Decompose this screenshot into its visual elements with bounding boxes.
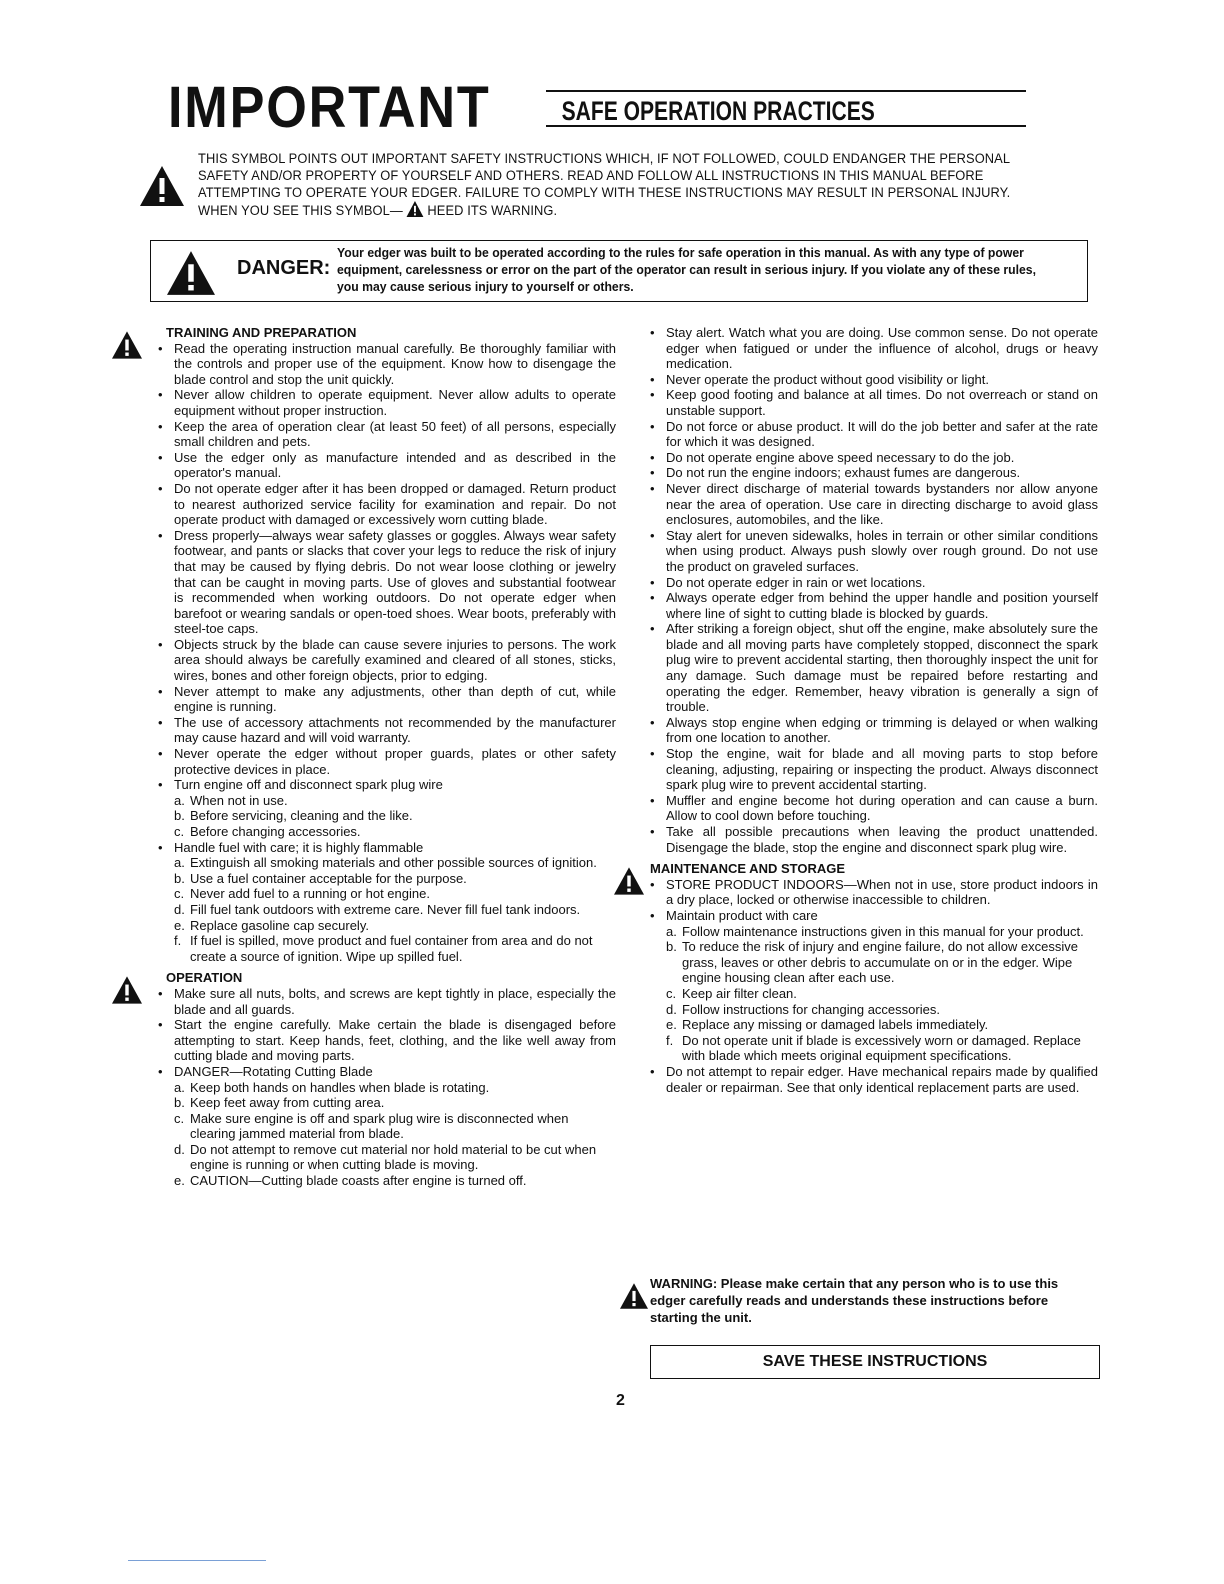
sub-text: Replace gasoline cap securely. — [190, 917, 369, 933]
list-item: • Make sure all nuts, bolts, and screws are kept tightly in place, especially the blade and all guards. — [148, 986, 616, 1017]
sub-letter: b. — [174, 1095, 185, 1111]
footer-rule — [128, 1560, 266, 1561]
operation-heading: OPERATION — [166, 970, 243, 986]
intro-text — [198, 150, 1062, 219]
list-item: • Always stop engine when edging or trimming is delayed or when walking from one location to another. — [640, 715, 1098, 746]
sub-item — [148, 918, 616, 934]
page-title: IMPORTANT — [168, 75, 491, 140]
list-item: • Take all possible precautions when leaving the product unattended. Disengage the blade, stop the engine and disconnect spark plug wire. — [640, 824, 1098, 855]
page-number: 2 — [616, 1392, 625, 1409]
sub-item — [148, 855, 616, 871]
sub-letter: b. — [174, 870, 185, 886]
sub-item — [148, 1111, 616, 1142]
sub-item — [640, 924, 1098, 940]
sub-item — [148, 793, 616, 809]
list-item: • Keep the area of operation clear (at least 50 feet) of all persons, especially small children and pets. — [148, 419, 616, 450]
sub-text: CAUTION—Cutting blade coasts after engine is turned off. — [190, 1173, 527, 1189]
sub-text: When not in use. — [190, 792, 288, 808]
list-item: • Do not force or abuse product. It will do the job better and safer at the rate for which it was designed. — [640, 419, 1098, 450]
list-item: • Always operate edger from behind the upper handle and position yourself where line of sight to cutting blade is blocked by guards. — [640, 590, 1098, 621]
save-instructions-box: SAVE THESE INSTRUCTIONS — [650, 1345, 1100, 1379]
sub-text: Use a fuel container acceptable for the purpose. — [190, 870, 467, 886]
list-item: • Do not operate edger in rain or wet locations. — [640, 575, 1098, 591]
list-item: • Read the operating instruction manual carefully. Be thoroughly familiar with the controls and proper use of the equipment. Know how to disengage the blade control and stop the unit quickly. — [148, 341, 616, 388]
list-item: • Muffler and engine become hot during operation and can cause a burn. Allow to cool down before touching. — [640, 793, 1098, 824]
list-item: • Dress properly—always wear safety glasses or goggles. Always wear safety footwear, and pants or slacks that cover your legs to reduce the risk of injury that may be caused by flying debris. Do not wear loose clothing or jewelry that can be caught in moving parts. Use of gloves and substantial footwear is recommended when working outdoors. Do not operate edger when barefoot or wearing sandals or open-toed shoes. Wear boots, preferably with steel-toe caps. — [148, 528, 616, 637]
sub-letter: e. — [174, 917, 185, 933]
sub-text: If fuel is spilled, move product and fuel container from area and do not create a source of ignition. Wipe up spilled fuel. — [190, 933, 593, 964]
warning-triangle-icon — [140, 166, 184, 206]
warning-triangle-icon — [112, 331, 142, 359]
intro-symbol-line-a: WHEN YOU SEE THIS SYMBOL— — [198, 203, 403, 218]
list-item: • Never operate the product without good visibility or light. — [640, 372, 1098, 388]
list-item: • Use the edger only as manufacture intended and as described in the operator's manual. — [148, 450, 616, 481]
list-item: • Never attempt to make any adjustments, other than depth of cut, while engine is running. — [148, 684, 616, 715]
list-item: • Never operate the edger without proper guards, plates or other safety protective devices in place. — [148, 746, 616, 777]
list-item: • DANGER—Rotating Cutting Blade — [148, 1064, 616, 1080]
right-column — [640, 325, 1098, 1095]
maintenance-heading-row — [640, 861, 1098, 877]
sub-letter: c. — [174, 824, 185, 839]
sub-letter: f. — [666, 1032, 674, 1048]
sub-item — [640, 986, 1098, 1002]
list-item: • After striking a foreign object, shut off the engine, make absolutely sure the blade and all moving parts have completely stopped, disconnect the spark plug wire to prevent accidental starting, then thoroughly inspect the unit for any damage. Such damage must be repaired before restarting and operating the edger. Remember, heavy vibration is generally a sign of trouble. — [640, 621, 1098, 715]
intro-paragraph: THIS SYMBOL POINTS OUT IMPORTANT SAFETY INSTRUCTIONS WHICH, IF NOT FOLLOWED, COULD ENDANGER THE PERSONAL SAFETY AND/OR PROPERTY OF YOURSELF AND OTHERS. READ AND FOLLOW ALL INSTRUCTIONS IN THIS MANUAL BEFORE ATTEMPTING TO OPERATE YOUR EDGER. FAILURE TO COMPLY WITH THESE INSTRUCTIONS MAY RESULT IN PERSONAL INJURY. — [198, 151, 1011, 200]
sub-text: Never add fuel to a running or hot engine. — [190, 886, 430, 902]
sub-letter: a. — [174, 1079, 185, 1095]
page-subtitle: SAFE OPERATION PRACTICES — [561, 96, 875, 126]
list-item: • Do not run the engine indoors; exhaust fumes are dangerous. — [640, 465, 1098, 481]
list-item: • Turn engine off and disconnect spark plug wire — [148, 777, 616, 793]
sub-text: Do not operate unit if blade is excessively worn or damaged. Replace with blade which meets original equipment specifications. — [682, 1032, 1081, 1064]
list-item: • Never direct discharge of material towards bystanders nor allow anyone near the area of operation. Use care in directing discharge to avoid glass enclosures, automobiles, and the like. — [640, 481, 1098, 528]
sub-letter: b. — [174, 808, 185, 824]
danger-triangle-icon — [167, 251, 215, 295]
subtitle-block — [546, 90, 1026, 127]
sub-item — [640, 1017, 1098, 1033]
training-heading-row — [148, 325, 616, 341]
sub-letter: e. — [174, 1173, 185, 1189]
danger-text: Your edger was built to be operated according to the rules for safe operation in this manual. As with any type of power equipment, carelessness or error on the part of the operator can result in serious injury. If you violate any of these rules, you may cause serious injury to yourself or others. — [337, 246, 1036, 294]
danger-box — [150, 240, 1088, 302]
operation-heading-row — [148, 970, 616, 986]
sub-letter: d. — [666, 1001, 677, 1017]
warning-text: WARNING: Please make certain that any person who is to use this edger carefully reads and understands these instructions before starting the unit. — [650, 1276, 1059, 1325]
sub-letter: d. — [174, 1141, 185, 1157]
sub-letter: d. — [174, 901, 185, 917]
subtitle-rule — [546, 90, 1026, 92]
sub-letter: c. — [174, 1110, 185, 1126]
sub-item — [148, 886, 616, 902]
sub-item — [148, 871, 616, 887]
list-item: • Do not operate engine above speed necessary to do the job. — [640, 450, 1098, 466]
sub-text: Make sure engine is off and spark plug wire is disconnected when clearing jammed material from blade. — [190, 1110, 569, 1142]
sub-item — [640, 1002, 1098, 1018]
sub-text: Extinguish all smoking materials and other possible sources of ignition. — [190, 855, 597, 871]
sub-text: Keep feet away from cutting area. — [190, 1095, 385, 1111]
sub-text: To reduce the risk of injury and engine failure, do not allow excessive grass, leaves or other debris to accumulate on or in the edger. Wipe engine housing clean after each use. — [682, 939, 1078, 986]
list-item: • Do not attempt to repair edger. Have mechanical repairs made by qualified dealer or repairman. See that only identical replacement parts are used. — [640, 1064, 1098, 1095]
sub-item — [148, 1080, 616, 1096]
left-column — [148, 325, 616, 1189]
sub-letter: a. — [174, 792, 185, 808]
sub-text: Keep both hands on handles when blade is rotating. — [190, 1079, 490, 1095]
sub-text: Do not attempt to remove cut material nor hold material to be cut when engine is running or when cutting blade is moving. — [190, 1141, 597, 1173]
maintenance-heading: MAINTENANCE AND STORAGE — [650, 861, 846, 877]
list-item: • Never allow children to operate equipment. Never allow adults to operate equipment without proper instruction. — [148, 387, 616, 418]
sub-item — [148, 824, 616, 840]
sub-letter: c. — [174, 886, 185, 902]
list-item: • The use of accessory attachments not recommended by the manufacturer may cause hazard and will void warranty. — [148, 715, 616, 746]
list-item: • Objects struck by the blade can cause severe injuries to persons. The work area should always be carefully examined and cleared of all stones, sticks, wires, bones and other foreign objects, prior to edging. — [148, 637, 616, 684]
sub-text: Keep air filter clean. — [682, 985, 797, 1001]
list-item: • STORE PRODUCT INDOORS—When not in use, store product indoors in a dry place, locked or otherwise inaccessible to children. — [640, 877, 1098, 908]
sub-letter: a. — [174, 855, 185, 871]
sub-item — [148, 1173, 616, 1189]
sub-item — [148, 902, 616, 918]
sub-item — [640, 1033, 1098, 1064]
sub-letter: c. — [666, 985, 677, 1001]
sub-item — [148, 933, 616, 964]
warning-triangle-icon — [406, 201, 423, 217]
sub-text: Before servicing, cleaning and the like. — [190, 808, 413, 824]
list-item: • Handle fuel with care; it is highly flammable — [148, 840, 616, 856]
list-item: • Do not operate edger after it has been dropped or damaged. Return product to nearest authorized service facility for examination and repair. Do not operate product with damaged or excessively worn cutting blade. — [148, 481, 616, 528]
sub-text: Fill fuel tank outdoors with extreme care. Never fill fuel tank indoors. — [190, 901, 581, 917]
warning-triangle-icon — [620, 1283, 648, 1309]
sub-item — [640, 939, 1098, 986]
sub-letter: a. — [666, 923, 677, 939]
sub-letter: b. — [666, 939, 677, 955]
sub-text: Follow instructions for changing accessories. — [682, 1001, 940, 1017]
warning-triangle-icon — [112, 976, 142, 1004]
sub-letter: e. — [666, 1017, 677, 1033]
list-item: • Keep good footing and balance at all times. Do not overreach or stand on unstable support. — [640, 387, 1098, 418]
header — [168, 75, 1068, 140]
sub-item — [148, 1142, 616, 1173]
training-heading: TRAINING AND PREPARATION — [166, 325, 357, 340]
intro-symbol-line-b: HEED ITS WARNING. — [427, 203, 558, 218]
sub-item — [148, 1095, 616, 1111]
list-item: • Stay alert for uneven sidewalks, holes in terrain or other similar conditions when using product. Always push slowly over rough ground. Do not use the product on graveled surfaces. — [640, 528, 1098, 575]
sub-text: Follow maintenance instructions given in this manual for your product. — [682, 923, 1084, 939]
danger-label: DANGER: — [237, 257, 331, 279]
list-item: • Maintain product with care — [640, 908, 1098, 924]
list-item: • Stay alert. Watch what you are doing. Use common sense. Do not operate edger when fatigued or under the influence of alcohol, drugs or heavy medication. — [640, 325, 1098, 372]
sub-item — [148, 808, 616, 824]
sub-text: Before changing accessories. — [190, 824, 361, 839]
list-item: • Stop the engine, wait for blade and all moving parts to stop before cleaning, adjusting, repairing or inspecting the product. Always disconnect spark plug wire to prevent accidental starting. — [640, 746, 1098, 793]
sub-letter: f. — [174, 933, 182, 949]
list-item: • Start the engine carefully. Make certain the blade is disengaged before attempting to start. Keep hands, feet, clothing, and the like well away from cutting blade and moving parts. — [148, 1017, 616, 1064]
sub-text: Replace any missing or damaged labels immediately. — [682, 1017, 989, 1033]
